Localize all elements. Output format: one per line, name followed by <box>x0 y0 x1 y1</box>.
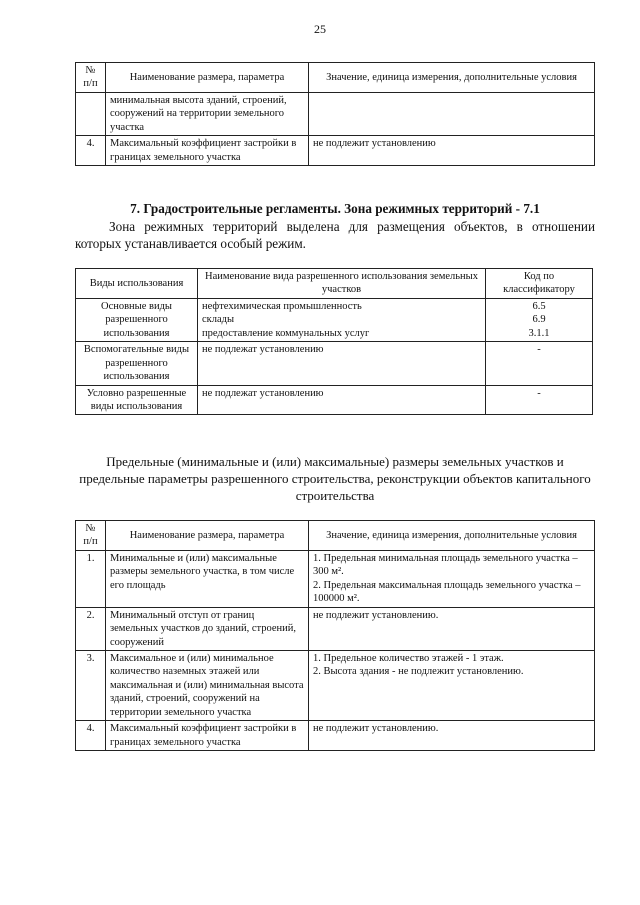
row-number <box>76 92 106 135</box>
row-number: 2. <box>76 607 106 650</box>
col-param-header: Наименование размера, параметра <box>106 521 309 551</box>
row-param: Максимальное и (или) минимальное количество наземных этажей или максимальная и (или) минимальная высота зданий, строений, сооружений на территории земельного участка <box>106 650 309 720</box>
col-value-header: Значение, единица измерения, дополнительные условия <box>309 521 595 551</box>
table-header-row <box>76 63 595 93</box>
table-row <box>76 136 595 166</box>
section-heading: 7. Градостроительные регламенты. Зона режимных территорий - 7.1 <box>130 201 540 216</box>
use-code: 6.9 <box>532 314 546 326</box>
use-codes <box>486 298 593 341</box>
row-number: 3. <box>76 650 106 720</box>
table-row <box>76 385 593 415</box>
row-value: 2. Высота здания - не подлежит установлению. <box>313 666 524 678</box>
table-row <box>76 721 595 751</box>
use-code: 3.1.1 <box>528 327 550 339</box>
row-value: не подлежит установлению. <box>309 721 595 751</box>
col-number-header: № п/п <box>76 521 106 551</box>
section-paragraph: Зона режимных территорий выделена для размещения объектов, в отношении которых устанавливается особый режим. <box>75 219 595 252</box>
row-value <box>309 92 595 135</box>
row-param: Максимальный коэффициент застройки в границах земельного участка <box>106 136 309 166</box>
col-param-header: Наименование размера, параметра <box>106 63 309 93</box>
use-name: склады <box>202 314 235 326</box>
col-code-header: Код по классификатору <box>486 269 593 299</box>
use-code: - <box>486 342 593 385</box>
row-param: минимальная высота зданий, строений, сооружений на территории земельного участка <box>106 92 309 135</box>
use-names <box>198 298 486 341</box>
row-param: Минимальный отступ от границ земельных участков до зданий, строений, сооружений <box>106 607 309 650</box>
table-header-row <box>76 521 595 551</box>
limits-table <box>75 520 595 751</box>
row-values <box>309 550 595 607</box>
table-row <box>76 92 595 135</box>
col-value-header: Значение, единица измерения, дополнительные условия <box>309 63 595 93</box>
row-values <box>309 650 595 720</box>
use-kind: Основные виды разрешенного использования <box>76 298 198 341</box>
table-row <box>76 650 595 720</box>
use-name: не подлежат установлению <box>198 385 486 415</box>
row-value: 2. Предельная максимальная площадь земельного участка – 100000 м². <box>313 579 581 605</box>
use-code: - <box>486 385 593 415</box>
use-kind: Условно разрешенные виды использования <box>76 385 198 415</box>
use-name: предоставление коммунальных услуг <box>202 327 370 339</box>
limits-subheading: Предельные (минимальные и (или) максимальные) размеры земельных участков и предельные параметры разрешенного строительства, реконструкции объектов капитального строительства <box>79 454 591 503</box>
use-kind: Вспомогательные виды разрешенного использования <box>76 342 198 385</box>
table-row <box>76 298 593 341</box>
row-value: не подлежит установлению. <box>309 607 595 650</box>
parameters-table-continued <box>75 62 595 166</box>
table-header-row <box>76 269 593 299</box>
col-name-header: Наименование вида разрешенного использования земельных участков <box>198 269 486 299</box>
row-param: Максимальный коэффициент застройки в границах земельного участка <box>106 721 309 751</box>
table-row <box>76 550 595 607</box>
table-row <box>76 607 595 650</box>
row-value: не подлежит установлению <box>309 136 595 166</box>
use-name: не подлежат установлению <box>198 342 486 385</box>
use-name: нефтехимическая промышленность <box>202 300 362 312</box>
permitted-use-table <box>75 268 593 415</box>
table-row <box>76 342 593 385</box>
row-param: Минимальные и (или) максимальные размеры земельного участка, в том числе его площадь <box>106 550 309 607</box>
page-number: 25 <box>314 22 326 36</box>
row-number: 4. <box>76 136 106 166</box>
row-number: 1. <box>76 550 106 607</box>
row-value: 1. Предельная минимальная площадь земельного участка – 300 м². <box>313 552 578 578</box>
row-number: 4. <box>76 721 106 751</box>
col-kind-header: Виды использования <box>76 269 198 299</box>
use-code: 6.5 <box>532 300 546 312</box>
col-number-header: № п/п <box>76 63 106 93</box>
row-value: 1. Предельное количество этажей - 1 этаж. <box>313 652 504 664</box>
